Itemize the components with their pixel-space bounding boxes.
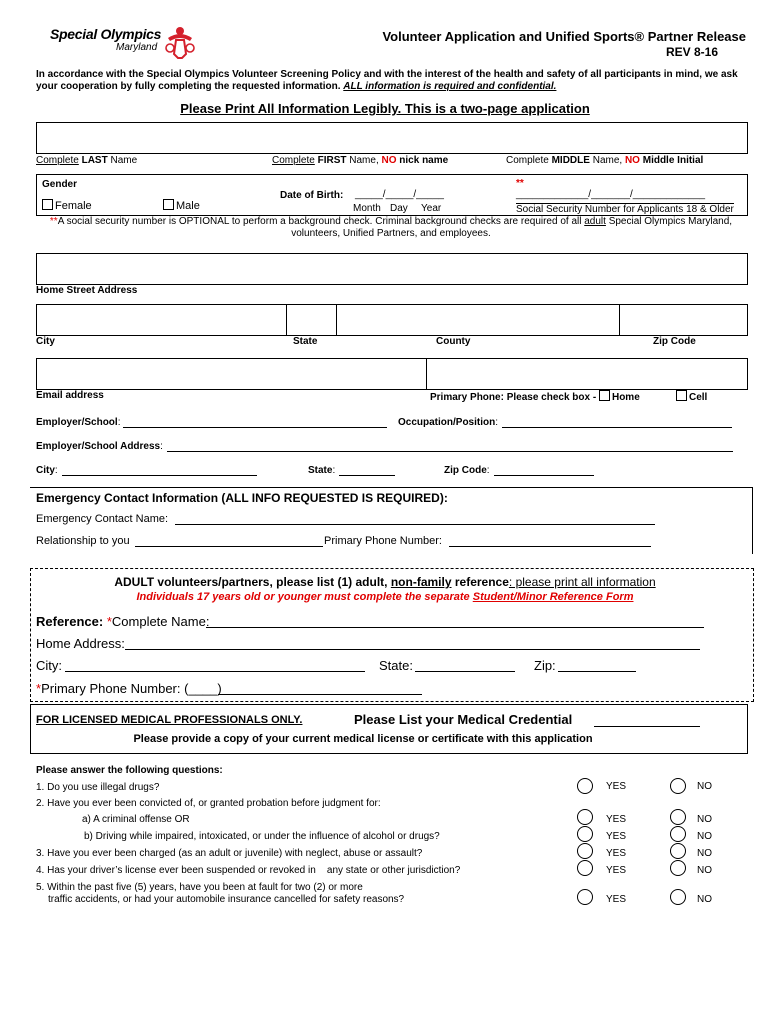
dob-label: Date of Birth:: [280, 190, 344, 201]
street-address-input[interactable]: [36, 253, 748, 285]
q5-yes-radio[interactable]: [577, 889, 593, 905]
q1-yes-radio[interactable]: [577, 778, 593, 794]
reference-city-label: City:: [36, 658, 62, 673]
q3-no-label: NO: [697, 848, 712, 859]
license-copy-note: Please provide a copy of your current medical license or certificate with this application: [133, 733, 593, 745]
emergency-title: Emergency Contact Information (ALL INFO REQUESTED IS REQUIRED):: [36, 491, 448, 505]
credential-label: Please List your Medical Credential: [354, 712, 573, 727]
ssn-stars: **: [516, 178, 524, 189]
question-5-cont: traffic accidents, or had your automobile insurance cancelled for safety reasons?: [48, 894, 405, 905]
ssn-field[interactable]: _____________/_______/_____________: [516, 189, 706, 200]
reference-name-field[interactable]: [206, 613, 704, 628]
q2a-yes-radio[interactable]: [577, 809, 593, 825]
city-input[interactable]: [36, 304, 288, 336]
reference-phone-label: *Primary Phone Number: (____): [36, 681, 222, 696]
question-4: 4. Has your driver’s license ever been suspended or revoked in any state or other jurisdiction?: [36, 865, 461, 876]
reference-state-field[interactable]: [415, 657, 515, 672]
q3-no-radio[interactable]: [670, 843, 686, 859]
first-name-label: Complete FIRST Name, NO nick name: [272, 155, 449, 166]
question-1: 1. Do you use illegal drugs?: [36, 782, 160, 793]
county-label: County: [436, 336, 471, 347]
dob-day: Day: [390, 203, 408, 214]
ssn-label: Social Security Number for Applicants 18 & Older: [516, 204, 734, 215]
male-checkbox[interactable]: [163, 199, 174, 210]
home-phone-checkbox[interactable]: [599, 390, 610, 401]
q4-no-label: NO: [697, 865, 712, 876]
employer-city-field[interactable]: [62, 464, 257, 476]
q2a-no-label: NO: [697, 814, 712, 825]
questions-header: Please answer the following questions:: [36, 765, 223, 776]
relationship-field[interactable]: [135, 534, 323, 547]
employer-address-field[interactable]: [167, 440, 733, 452]
reference-address-label: Home Address:: [36, 636, 125, 651]
q4-yes-label: YES: [606, 865, 627, 876]
cell-phone-checkbox[interactable]: [676, 390, 687, 401]
reference-phone-field[interactable]: [218, 680, 422, 695]
last-name-label: Complete LAST Name: [36, 155, 138, 166]
print-instruction: Please Print All Information Legibly. This is a two-page application: [180, 101, 590, 116]
reference-zip-label: Zip:: [534, 658, 556, 673]
question-2b: b) Driving while impaired, intoxicated, or under the influence of alcohol or drugs?: [84, 831, 440, 842]
employer-zip-field[interactable]: [494, 464, 594, 476]
street-address-label: Home Street Address: [36, 285, 138, 296]
question-3: 3. Have you ever been charged (as an adult or juvenile) with neglect, abuse or assault?: [36, 848, 423, 859]
q2b-no-radio[interactable]: [670, 826, 686, 842]
logo-figure-icon: [162, 24, 198, 60]
q4-no-radio[interactable]: [670, 860, 686, 876]
zip-label: Zip Code: [653, 336, 696, 347]
q5-no-radio[interactable]: [670, 889, 686, 905]
q5-no-label: NO: [697, 894, 712, 905]
occupation-field[interactable]: [502, 416, 732, 428]
employer-zip-label: Zip Code:: [444, 465, 490, 476]
licensed-label: FOR LICENSED MEDICAL PROFESSIONALS ONLY.: [36, 714, 303, 726]
employer-state-label: State:: [308, 465, 336, 476]
employer-city-label: City:: [36, 465, 58, 476]
reference-city-field[interactable]: [65, 657, 365, 672]
dob-year: Year: [421, 203, 442, 214]
q2b-no-label: NO: [697, 831, 712, 842]
state-input[interactable]: [286, 304, 338, 336]
middle-name-label: Complete MIDDLE Name, NO Middle Initial: [506, 155, 704, 166]
q2b-yes-label: YES: [606, 831, 627, 842]
reference-title: ADULT volunteers/partners, please list (1) adult, non-family reference: please print all information: [114, 575, 656, 589]
state-label: State: [293, 336, 318, 347]
q1-no-label: NO: [697, 781, 712, 792]
phone-input[interactable]: [426, 358, 748, 390]
male-option[interactable]: Male: [163, 199, 200, 212]
employer-field[interactable]: [123, 416, 387, 428]
employer-state-field[interactable]: [339, 464, 395, 476]
q2a-no-radio[interactable]: [670, 809, 686, 825]
phone-type-label: Primary Phone: Please check box - Home: [430, 392, 640, 403]
emergency-phone-field[interactable]: [449, 534, 651, 547]
reference-address-field[interactable]: [125, 635, 700, 650]
dob-field[interactable]: _____/_____/_____: [355, 189, 444, 200]
q2b-yes-radio[interactable]: [577, 826, 593, 842]
gender-label: Gender: [42, 179, 78, 190]
emergency-name-field[interactable]: [175, 512, 655, 525]
revision: REV 8-16: [665, 45, 718, 59]
employer-address-label: Employer/School Address:: [36, 441, 163, 452]
employer-label: Employer/School:: [36, 417, 121, 428]
reference-name-label: Reference: *Complete Name:: [36, 614, 210, 629]
county-input[interactable]: [336, 304, 621, 336]
page-title: Volunteer Application and Unified Sports® Partner Release: [382, 29, 746, 44]
question-2a: a) A criminal offense OR: [82, 814, 190, 825]
zip-input[interactable]: [619, 304, 748, 336]
minor-reference-note: Individuals 17 years old or younger must complete the separate Student/Minor Reference Form: [136, 591, 634, 603]
question-2: 2. Have you ever been convicted of, or granted probation before judgment for:: [36, 798, 381, 809]
email-input[interactable]: [36, 358, 428, 390]
emergency-name-label: Emergency Contact Name:: [36, 513, 169, 525]
q5-yes-label: YES: [606, 894, 627, 905]
reference-zip-field[interactable]: [558, 657, 636, 672]
q1-no-radio[interactable]: [670, 778, 686, 794]
cell-option[interactable]: Cell: [676, 390, 707, 403]
q4-yes-radio[interactable]: [577, 860, 593, 876]
logo: [50, 24, 200, 62]
q1-yes-label: YES: [606, 781, 627, 792]
q3-yes-radio[interactable]: [577, 843, 593, 859]
intro-text: In accordance with the Special Olympics Volunteer Screening Policy and with the interest of the health and safety of all participants in mind, we ask your cooperation by fully completing the requested information. ALL information is required and confidential.: [36, 69, 738, 92]
relationship-label: Relationship to you: [36, 535, 130, 547]
reference-state-label: State:: [379, 658, 413, 673]
logo-region: Maryland: [116, 42, 158, 53]
occupation-label: Occupation/Position:: [398, 417, 499, 428]
q3-yes-label: YES: [606, 848, 627, 859]
email-label: Email address: [36, 390, 104, 401]
q2a-yes-label: YES: [606, 814, 627, 825]
emergency-phone-label: Primary Phone Number:: [324, 535, 442, 547]
female-option[interactable]: Female: [42, 199, 92, 212]
dob-month: Month: [353, 203, 381, 214]
name-input-box[interactable]: [36, 122, 748, 154]
question-5: 5. Within the past five (5) years, have you been at fault for two (2) or more: [36, 882, 363, 893]
logo-text: Special Olympics: [50, 26, 162, 42]
female-checkbox[interactable]: [42, 199, 53, 210]
city-label: City: [36, 336, 55, 347]
credential-field[interactable]: [594, 712, 700, 727]
ssn-note: **A social security number is OPTIONAL to perform a background check. Criminal background checks are required of all adult Special Olympics Maryland, volunteers, Unified Partners, and employees.: [49, 216, 733, 239]
